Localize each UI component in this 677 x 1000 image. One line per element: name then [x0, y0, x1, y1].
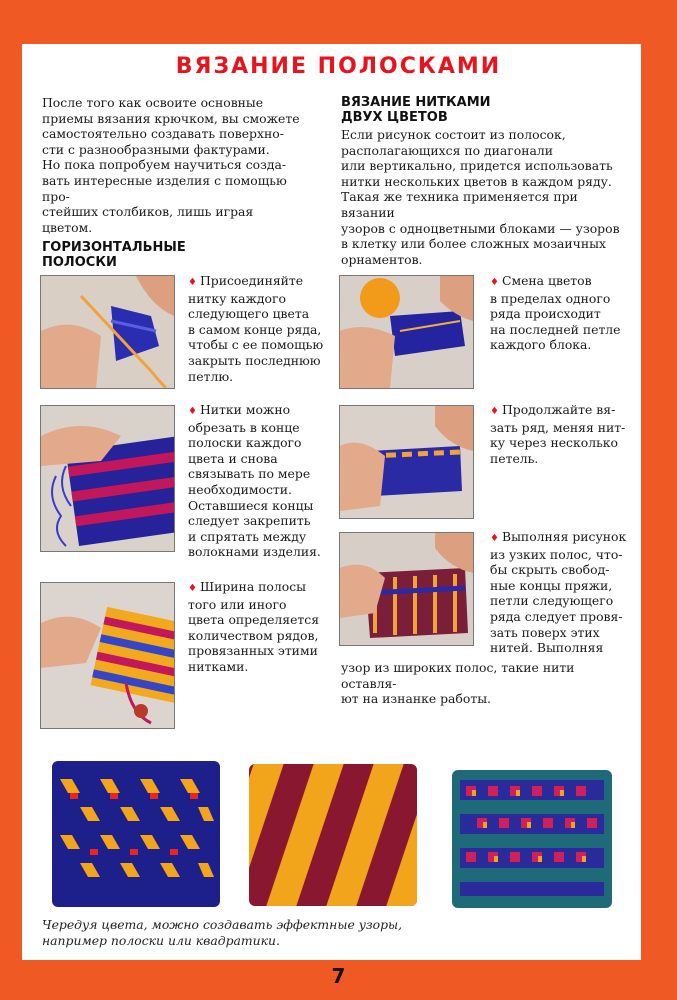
right-section-heading: ВЯЗАНИЕ НИТКАМИ ДВУХ ЦВЕТОВ	[341, 95, 491, 125]
left-item-3: ♦ Ширина полосы того или иного цвета определяется количеством рядов, провязанных этими нитками.	[188, 579, 320, 674]
left-section-heading: ГОРИЗОНТАЛЬНЫЕ ПОЛОСКИ	[42, 240, 186, 270]
intro-text: После того как освоите основные приемы вязания крючком, вы сможете самостоятельно создавать поверхно- сти с разнообразными фактурами. Но пока попробуем научиться созда- вать интересные изделия с помощью про- стейших столбиков, лишь играя цветом.	[42, 95, 300, 235]
right-intro-text: Если рисунок состоит из полосок, располагающихся по диагонали или вертикально, придется использовать нитки нескольких цветов в каждом ряду. Такая же техника применяется при вязании узоров с одноцветными блоками — узоров в клетку или более сложных мозаичных орнаментов.	[341, 127, 620, 267]
bullet-icon: ♦	[188, 583, 197, 594]
photo-join-yarn	[40, 275, 175, 389]
photo-color-change	[339, 275, 474, 389]
left-item-1: ♦ Присоединяйте нитку каждого следующего цвета в самом конце ряда, чтобы с ее помощью закрыть последнюю петлю.	[188, 273, 324, 384]
left-item-2: ♦ Нитки можно обрезать в конце полоски каждого цвета и снова связывать по мере необходимости. Оставшиеся концы следует закрепить и спрятать между волокнами изделия.	[188, 402, 321, 560]
photo-stripe-width	[40, 582, 175, 729]
photo-narrow-stripes	[339, 532, 474, 646]
swatch-zigzag	[48, 757, 224, 911]
photo-cut-yarn	[40, 405, 175, 552]
bullet-icon: ♦	[188, 277, 197, 288]
caption: Чередуя цвета, можно создавать эффектные узоры, например полоски или квадратики.	[42, 917, 403, 948]
right-item-2: ♦ Продолжайте вя- зать ряд, меняя нит- ку через несколько петель.	[490, 402, 626, 466]
bullet-icon: ♦	[490, 406, 499, 417]
swatch-diagonal	[245, 760, 421, 910]
bullet-icon: ♦	[490, 533, 499, 544]
swatch-blocks	[448, 766, 616, 912]
page-title: ВЯЗАНИЕ ПОЛОСКАМИ	[175, 54, 502, 79]
page-number: 7	[331, 964, 346, 988]
right-item-1: ♦ Смена цветов в пределах одного ряда происходит на последней петле каждого блока.	[490, 273, 621, 353]
bullet-icon: ♦	[188, 406, 197, 417]
right-item-3-continuation: узор из широких полос, такие нити оставля- ют на изнанке работы.	[341, 660, 575, 707]
right-item-3: ♦ Выполняя рисунок из узких полос, что- бы скрыть свобод- ные концы пряжи, петли следующего ряда следует провя- зать поверх этих нитей. Выполняя	[490, 529, 627, 656]
photo-continue-row	[339, 405, 474, 519]
bullet-icon: ♦	[490, 277, 499, 288]
